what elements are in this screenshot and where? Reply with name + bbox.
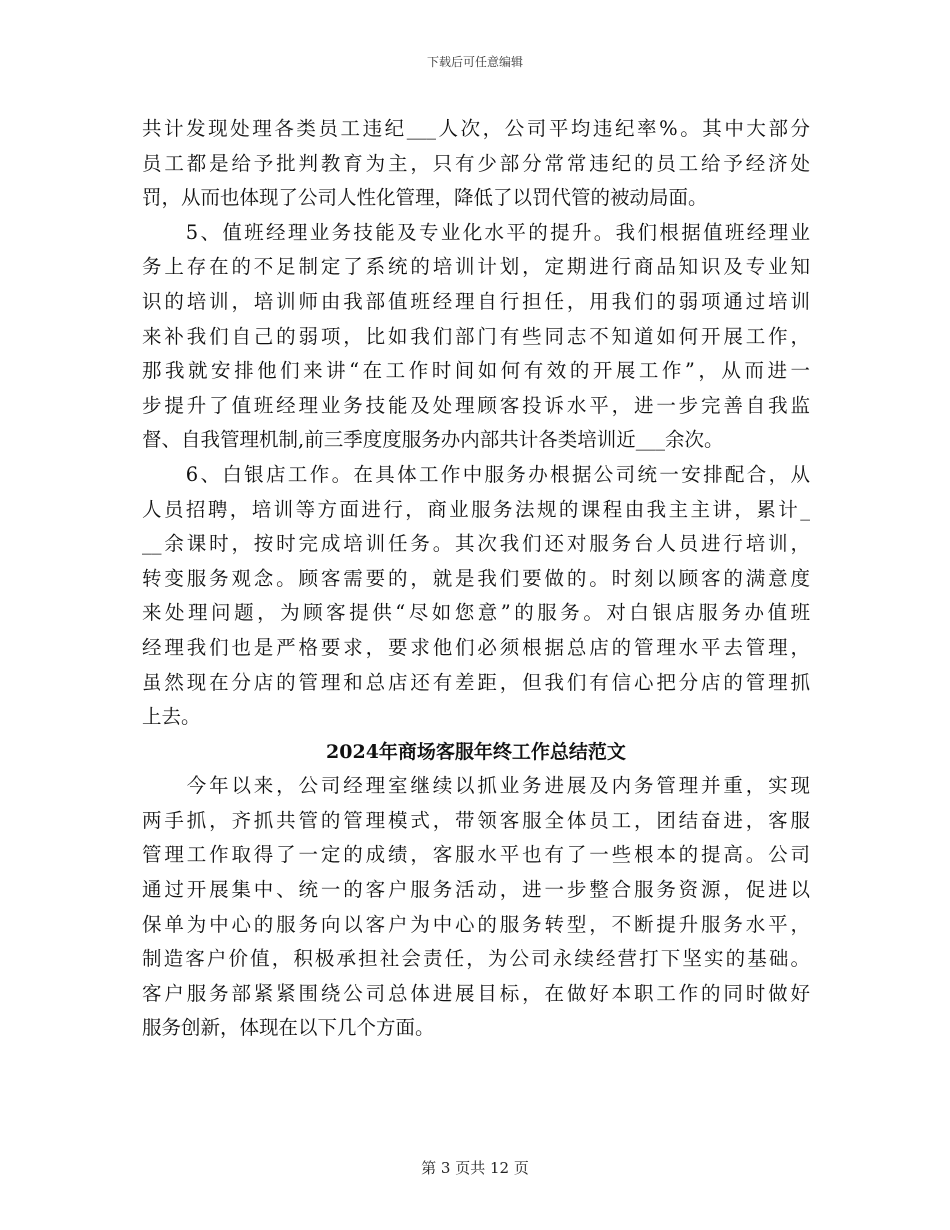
text-line: 共计发现处理各类员工违纪___人次，公司平均违纪率%。其中大部分 <box>142 117 810 140</box>
text-line: 来处理问题，为顾客提供“尽如您意”的服务。对白银店服务办值班 <box>142 601 810 625</box>
text-line: 服务创新，体现在以下几个方面。 <box>142 1016 435 1040</box>
text-line: 步提升了值班经理业务技能及处理顾客投诉水平，进一步完善自我监 <box>142 393 810 417</box>
text-line: 人员招聘，培训等方面进行，商业服务法规的课程由我主主讲，累计_ <box>142 497 810 521</box>
text-line: 5、值班经理业务技能及专业化水平的提升。我们根据值班经理业 <box>142 220 810 244</box>
text-line: 6、白银店工作。在具体工作中服务办根据公司统一安排配合，从 <box>142 462 810 486</box>
text-line: __余课时，按时完成培训任务。其次我们还对服务台人员进行培训， <box>142 532 810 556</box>
text-line: 客户服务部紧紧围绕公司总体进展目标，在做好本职工作的同时做好 <box>142 981 810 1005</box>
text-line: 管理工作取得了一定的成绩，客服水平也有了一些根本的提高。公司 <box>142 843 810 867</box>
text-line: 保单为中心的服务向以客户为中心的服务转型，不断提升服务水平， <box>142 912 810 936</box>
text-line: 经理我们也是严格要求，要求他们必须根据总店的管理水平去管理， <box>142 635 810 659</box>
text-line: 虽然现在分店的管理和总店还有差距，但我们有信心把分店的管理抓 <box>142 670 810 694</box>
text-line: 通过开展集中、统一的客户服务活动，进一步整合服务资源，促进以 <box>142 878 810 902</box>
text-line: 制造客户价值，积极承担社会责任，为公司永续经营打下坚实的基础。 <box>142 947 810 971</box>
text-line: 上去。 <box>142 705 201 729</box>
text-line: 那我就安排他们来讲“在工作时间如何有效的开展工作”，从而进一 <box>142 359 810 383</box>
text-line: 来补我们自己的弱项，比如我们部门有些同志不知道如何开展工作， <box>142 324 810 348</box>
page-header: 下载后可任意编辑 <box>426 55 523 69</box>
text-line: 今年以来，公司经理室继续以抓业务进展及内务管理并重，实现 <box>142 774 810 798</box>
text-line: 务上存在的不足制定了系统的培训计划，定期进行商品知识及专业知 <box>142 255 810 279</box>
document-body <box>142 112 810 1046</box>
text-line: 罚，从而也体现了公司人性化管理，降低了以罚代管的被动局面。 <box>142 186 708 210</box>
text-line: 两手抓，齐抓共管的管理模式，带领客服全体员工，团结奋进，客服 <box>142 808 810 832</box>
text-line: 员工都是给予批判教育为主，只有少部分常常违纪的员工给予经济处 <box>142 151 810 175</box>
page-footer: 第 3 页共 12 页 <box>421 1159 529 1177</box>
text-line: 识的培训，培训师由我部值班经理自行担任，用我们的弱项通过培训 <box>142 289 810 313</box>
text-line: 转变服务观念。顾客需要的，就是我们要做的。时刻以顾客的满意度 <box>142 566 810 590</box>
section-title: 2024年商场客服年终工作总结范文 <box>326 740 626 763</box>
text-line: 督、自我管理机制,前三季度度服务办内部共计各类培训近___余次。 <box>142 428 724 452</box>
